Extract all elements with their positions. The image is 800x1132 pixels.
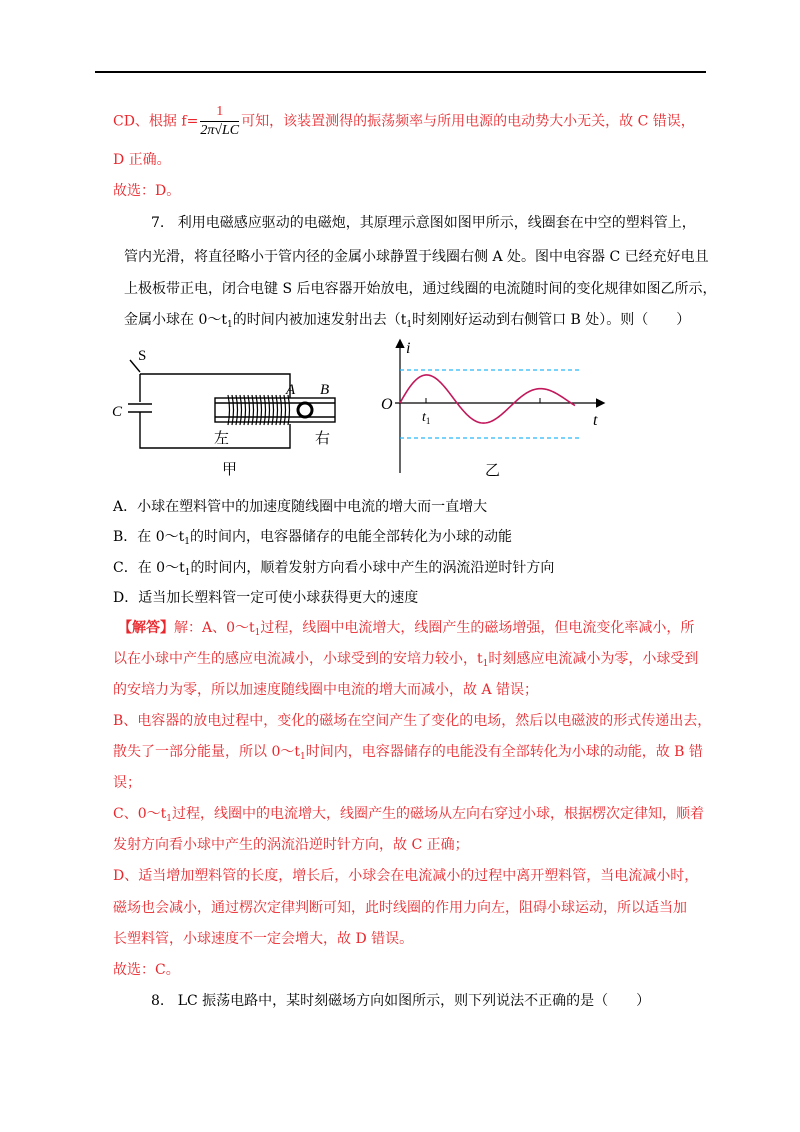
analysis-6: 误； (113, 775, 141, 791)
switch-label: S (138, 348, 147, 364)
coil-turn (280, 395, 282, 425)
header-rule (95, 71, 706, 73)
figure-yi-graph (375, 333, 615, 483)
axis-i-label: i (406, 340, 411, 357)
q7-stem-3: 上极板带正电，闭合电键 S 后电容器开始放电，通过线圈的电流随时间的变化规律如图乙所示， (124, 281, 717, 297)
coil-windings (228, 395, 290, 425)
coil-turn (240, 395, 242, 425)
caption-yi: 乙 (485, 463, 501, 479)
coil-turn (268, 395, 270, 425)
q7-stem-2: 管内光滑，将直径略小于管内径的金属小球静置于线圈右侧 A 处。图中电容器 C 已经充好电且 (124, 249, 709, 265)
analysis-4: B、电容器的放电过程中，变化的磁场在空间产生了变化的电场，然后以电磁波的形式传递出去， (113, 713, 712, 729)
answer-6: 故选：D。 (113, 183, 181, 199)
t1-label: $t_1$ (422, 410, 431, 426)
coil-turn (284, 395, 286, 425)
origin-label: O (381, 396, 393, 413)
answer-7: 故选：C。 (113, 962, 180, 978)
analysis-9: D、适当增加塑料管的长度，增长后，小球会在电流减小的过程中离开塑料管，当电流减小时， (113, 868, 699, 884)
coil-turn (260, 395, 262, 425)
axis-t-label: t (593, 412, 598, 429)
analysis-7: C、$0\sim t_1$过程，线圈中的电流增大，线圈产生的磁场从左向右穿过小球，根据楞次定律知，顺着 (113, 806, 704, 824)
option-a: A．小球在塑料管中的加速度随线圈中电流的增大而一直增大 (113, 499, 488, 515)
caption-jia: 甲 (222, 462, 238, 478)
left-label: 左 (214, 431, 230, 447)
coil-turn (256, 395, 258, 425)
q7-stem-4: 金属小球在 $0\sim t_1$的时间内被加速发射出去（$t_1$时刻刚好运动到右侧管口 B 处）。则（ ） (124, 312, 691, 330)
coil-turn (232, 395, 234, 425)
coil-turn (228, 395, 230, 425)
point-a-label: A (286, 382, 296, 398)
q7-stem-1: 7. 利用电磁感应驱动的电磁炮，其原理示意图如图甲所示，线圈套在中空的塑料管上， (151, 215, 696, 231)
analysis-1: 【解答】解：A、$0\sim t_1$过程，线圈中电流增大，线圈产生的磁场增强，但电流变化率减小，所 (118, 620, 695, 638)
point-b-label: B (320, 382, 330, 398)
capacitor-label: C (112, 404, 123, 420)
figure-jia-circuit (110, 340, 340, 480)
analysis-8: 发射方向看小球中产生的涡流沿逆时针方向，故 C 正确； (113, 837, 469, 853)
coil-turn (288, 395, 290, 425)
coil-turn (272, 395, 274, 425)
option-c: C．在 $0\sim t_1$的时间内，顺着发射方向看小球中产生的涡流沿逆时针方向 (113, 560, 555, 578)
option-b: B．在 $0\sim t_1$的时间内，电容器储存的电能全部转化为小球的动能 (113, 529, 513, 547)
right-label: 右 (315, 431, 331, 447)
analysis-10: 磁场也会减小，通过楞次定律判断可知，此时线圈的作用力向左，阻碍小球运动，所以适当加 (113, 900, 687, 916)
q8-stem: 8. LC 振荡电路中，某时刻磁场方向如图所示，则下列说法不正确的是（ ） (151, 993, 651, 1009)
d-correct: D 正确。 (113, 152, 171, 168)
option-d: D．适当加长塑料管一定可使小球获得更大的速度 (113, 590, 419, 606)
cd-line: CD、根据 f= $\frac{1}{2\pi√LC}$ 可知，该装置测得的振荡频率与所用电源的电动势大小无关，故 C 错误， (113, 104, 695, 138)
coil-turn (248, 395, 250, 425)
frequency-formula: $\frac{1}{2\pi√LC}$ (200, 104, 240, 138)
analysis-3: 的安培力为零，所以加速度随线圈中电流的增大而减小，故 A 错误； (113, 682, 539, 698)
coil-turn (264, 395, 266, 425)
coil-turn (244, 395, 246, 425)
coil-turn (252, 395, 254, 425)
coil-turn (236, 395, 238, 425)
coil-turn (276, 395, 278, 425)
analysis-5: 散失了一部分能量，所以 $0\sim t_1$时间内，电容器储存的电能没有全部转化为小球的动能，故 B 错 (113, 744, 703, 762)
analysis-2: 以在小球中产生的感应电流减小，小球受到的安培力较小，$t_1$时刻感应电流减小为零，小球受到 (113, 651, 699, 669)
metal-ball (298, 403, 312, 417)
analysis-11: 长塑料管，小球速度不一定会增大，故 D 错误。 (113, 931, 414, 947)
